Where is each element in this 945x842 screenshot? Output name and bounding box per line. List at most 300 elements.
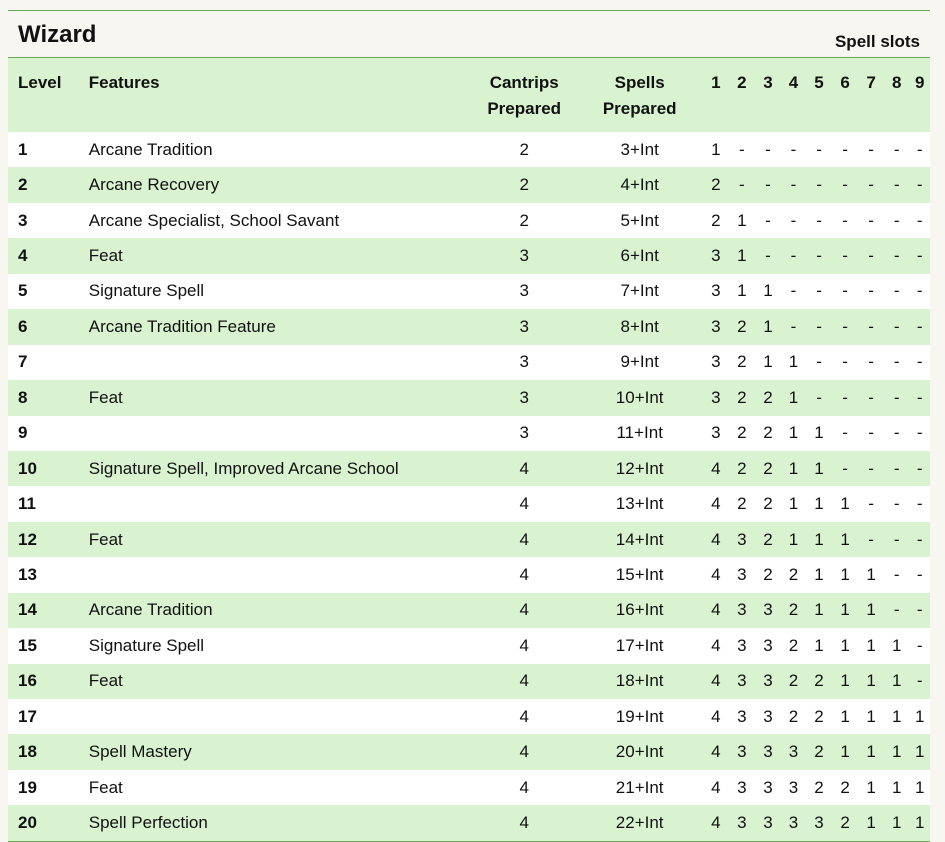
spell-slot-cell: - xyxy=(868,139,874,159)
spell-slot-cell: - xyxy=(790,175,797,195)
spell-slot-cell: - xyxy=(790,210,797,230)
spell-slot-cell: 3 xyxy=(763,706,773,726)
spell-slot-cell: 3 xyxy=(711,281,721,301)
spell-slot-cell: 1 xyxy=(814,564,824,584)
spell-slot-cell: 1 xyxy=(866,742,876,762)
spell-slot-cell: 1 xyxy=(840,635,850,655)
level-cell: 4 xyxy=(18,246,28,266)
level-cell: 1 xyxy=(18,139,28,159)
table-row xyxy=(8,274,930,309)
spell-slot-cell: 2 xyxy=(788,635,799,655)
features-cell: Arcane Tradition xyxy=(88,600,213,620)
cantrips-cell: 2 xyxy=(519,139,529,159)
slot-level-header: 4 xyxy=(788,73,799,92)
slot-level-header: 3 xyxy=(763,73,773,92)
spell-slot-cell: - xyxy=(790,139,797,159)
spell-slot-cell: 1 xyxy=(914,777,925,797)
spell-slot-cell: 2 xyxy=(814,706,824,726)
spells-prepared-cell: 19+Int xyxy=(615,706,664,726)
spell-slot-cell: - xyxy=(790,281,797,301)
spell-slot-cell: - xyxy=(816,175,822,195)
spell-slot-cell: - xyxy=(893,529,900,549)
level-cell: 15 xyxy=(18,635,37,655)
spells-prepared-cell: 5+Int xyxy=(620,210,659,230)
spell-slot-cell: - xyxy=(916,139,923,159)
spell-slot-cell: 3 xyxy=(763,671,773,691)
spell-slot-cell: - xyxy=(916,423,923,443)
cantrips-cell: 3 xyxy=(519,423,529,443)
level-cell: 10 xyxy=(18,458,37,478)
spell-slot-cell: 3 xyxy=(763,742,773,762)
spells-prepared-cell: 9+Int xyxy=(620,352,659,372)
spell-slot-cell: 2 xyxy=(737,423,747,443)
spell-slot-cell: 3 xyxy=(737,777,747,797)
table-row xyxy=(8,486,930,521)
spell-slot-cell: - xyxy=(816,281,822,301)
spells-prepared-cell: 11+Int xyxy=(616,423,663,443)
spell-slot-cell: 2 xyxy=(763,423,773,443)
spell-slot-cell: 1 xyxy=(788,387,799,407)
spell-slot-cell: 1 xyxy=(737,210,747,230)
spell-slot-cell: - xyxy=(893,210,900,230)
spell-slot-cell: 1 xyxy=(914,813,925,833)
spell-slot-cell: - xyxy=(816,352,822,372)
cantrips-cell: 4 xyxy=(519,529,529,549)
spell-slot-cell: - xyxy=(916,494,923,514)
spells-prepared-cell: 12+Int xyxy=(615,458,664,478)
cantrips-cell: 4 xyxy=(519,671,529,691)
spell-slot-cell: 4 xyxy=(711,777,721,797)
features-cell xyxy=(89,557,472,592)
level-cell: 8 xyxy=(18,387,28,407)
spell-slot-cell: - xyxy=(842,316,848,336)
level-cell: 7 xyxy=(18,352,28,372)
spell-slot-cell: - xyxy=(893,387,900,407)
spell-slot-cell: - xyxy=(739,139,745,159)
spell-slot-cell: 4 xyxy=(711,635,721,655)
spell-slot-cell: 1 xyxy=(711,139,721,159)
spell-slot-cell: - xyxy=(842,139,848,159)
spell-slot-cell: 1 xyxy=(763,352,773,372)
spells-prepared-cell: 17+Int xyxy=(615,635,664,655)
spell-slot-cell: - xyxy=(790,316,797,336)
spell-slot-cell: - xyxy=(868,281,874,301)
spell-slot-cell: 1 xyxy=(737,281,747,301)
level-cell: 6 xyxy=(18,316,28,336)
spell-slot-cell: 1 xyxy=(788,352,799,372)
spell-slot-cell: 1 xyxy=(763,281,773,301)
spell-slot-cell: 1 xyxy=(840,671,850,691)
spell-slot-cell: 4 xyxy=(711,564,721,584)
spell-slot-cell: 1 xyxy=(840,564,850,584)
spell-slot-cell: 4 xyxy=(711,494,721,514)
spells-header-line2: Prepared xyxy=(602,99,677,118)
spell-slot-cell: - xyxy=(868,458,874,478)
spell-slot-cell: 4 xyxy=(711,529,721,549)
spell-slot-cell: 2 xyxy=(763,387,773,407)
spell-slot-cell: - xyxy=(842,246,848,266)
spell-slot-cell: - xyxy=(893,564,900,584)
spell-slot-cell: 3 xyxy=(763,600,773,620)
spell-slot-cell: - xyxy=(739,175,745,195)
spell-slot-cell: - xyxy=(765,175,771,195)
spell-slot-cell: - xyxy=(893,316,900,336)
cantrips-cell: 3 xyxy=(519,387,529,407)
cantrips-header-line1: Cantrips xyxy=(489,73,559,92)
spell-slot-cell: 1 xyxy=(866,813,876,833)
spell-slot-cell: 3 xyxy=(814,813,824,833)
spell-slot-cell: 1 xyxy=(763,316,773,336)
spell-slot-cell: - xyxy=(868,352,874,372)
cantrips-cell: 4 xyxy=(519,458,529,478)
features-cell: Feat xyxy=(88,671,123,691)
cantrips-cell: 3 xyxy=(519,316,529,336)
spells-prepared-cell: 6+Int xyxy=(620,246,659,266)
spell-slot-cell: - xyxy=(916,246,923,266)
spell-slot-cell: - xyxy=(765,246,771,266)
spells-prepared-cell: 14+Int xyxy=(615,529,664,549)
table-body xyxy=(8,132,930,841)
spell-slot-cell: 1 xyxy=(891,706,902,726)
table-row xyxy=(8,805,930,840)
spell-slot-cell: - xyxy=(842,387,848,407)
spell-slot-cell: 1 xyxy=(814,600,824,620)
table-row xyxy=(8,557,930,592)
spells-prepared-cell: 18+Int xyxy=(615,671,664,691)
spell-slot-cell: 1 xyxy=(866,671,876,691)
cantrips-cell: 4 xyxy=(519,564,529,584)
spells-prepared-cell: 22+Int xyxy=(615,813,664,833)
spell-slot-cell: 2 xyxy=(840,813,850,833)
table-row xyxy=(8,593,930,628)
spells-prepared-cell: 10+Int xyxy=(615,387,664,407)
spell-slot-cell: 3 xyxy=(737,706,747,726)
cantrips-cell: 3 xyxy=(519,352,529,372)
spell-slot-cell: 3 xyxy=(711,316,721,336)
spell-slot-cell: 2 xyxy=(763,529,773,549)
spell-slot-cell: 3 xyxy=(711,387,721,407)
spell-slot-cell: - xyxy=(868,529,874,549)
spell-slot-cell: - xyxy=(916,529,923,549)
spell-slot-cell: 4 xyxy=(711,813,721,833)
level-header: Level xyxy=(18,73,62,92)
spell-slot-cell: - xyxy=(893,246,900,266)
slot-level-header: 9 xyxy=(914,73,925,92)
spell-slot-cell: 1 xyxy=(866,600,876,620)
features-cell xyxy=(89,345,472,380)
spell-slot-cell: 1 xyxy=(866,564,876,584)
spell-slot-cell: 3 xyxy=(737,564,747,584)
table-row xyxy=(8,345,930,380)
spell-slot-cell: - xyxy=(816,387,822,407)
cantrips-cell: 4 xyxy=(519,706,529,726)
spell-slots-label: Spell slots xyxy=(834,32,920,51)
spell-slot-cell: 2 xyxy=(788,564,799,584)
spell-slot-cell: 1 xyxy=(914,706,925,726)
features-cell: Arcane Recovery xyxy=(88,175,220,195)
spell-slot-cell: 1 xyxy=(840,529,850,549)
spell-slot-cell: 2 xyxy=(788,706,799,726)
wizard-class-table xyxy=(8,10,930,842)
slot-level-header: 8 xyxy=(891,73,902,92)
spell-slot-cell: - xyxy=(893,281,900,301)
cantrips-cell: 2 xyxy=(519,175,529,195)
level-cell: 11 xyxy=(18,494,36,514)
level-cell: 19 xyxy=(18,777,37,797)
header-row xyxy=(8,58,930,132)
spell-slot-cell: 1 xyxy=(866,777,876,797)
table-row xyxy=(8,309,930,344)
table-row xyxy=(8,380,930,415)
spell-slot-cell: - xyxy=(916,210,923,230)
spell-slot-cell: - xyxy=(868,246,874,266)
table-row xyxy=(8,734,930,769)
spell-slot-cell: 3 xyxy=(737,529,747,549)
spell-slot-cell: 2 xyxy=(763,564,773,584)
spell-slot-cell: 2 xyxy=(737,387,747,407)
cantrips-cell: 4 xyxy=(519,777,529,797)
cantrips-header xyxy=(472,58,576,132)
features-cell: Signature Spell, Improved Arcane School xyxy=(88,458,399,478)
level-cell: 5 xyxy=(18,281,28,301)
features-cell: Signature Spell xyxy=(88,635,205,655)
slot-level-header: 7 xyxy=(866,73,876,92)
spell-slot-cell: 2 xyxy=(814,671,824,691)
spell-slot-cell: 4 xyxy=(711,742,721,762)
spells-prepared-cell: 20+Int xyxy=(615,742,664,762)
spell-slot-cell: 2 xyxy=(737,458,747,478)
spell-slot-cell: 1 xyxy=(814,635,824,655)
spell-slot-cell: - xyxy=(842,281,848,301)
spell-slot-cell: 1 xyxy=(891,671,902,691)
table-row xyxy=(8,416,930,451)
spell-slot-cell: - xyxy=(842,458,848,478)
spell-slot-cell: - xyxy=(893,423,900,443)
spell-slot-cell: 1 xyxy=(814,494,824,514)
spell-slot-cell: - xyxy=(790,246,797,266)
features-cell: Spell Mastery xyxy=(88,742,192,762)
slot-level-header: 2 xyxy=(737,73,747,92)
slot-level-header: 5 xyxy=(814,73,824,92)
spell-slot-cell: - xyxy=(916,600,923,620)
spell-slot-cell: 3 xyxy=(788,742,799,762)
table-row xyxy=(8,167,930,202)
spell-slot-cell: - xyxy=(842,175,848,195)
features-cell: Feat xyxy=(88,777,123,797)
spell-slot-cell: 2 xyxy=(763,494,773,514)
features-cell: Arcane Tradition xyxy=(88,139,213,159)
slot-level-header: 6 xyxy=(840,73,850,92)
cantrips-cell: 3 xyxy=(519,281,529,301)
slot-level-header: 1 xyxy=(711,73,721,92)
spell-slot-cell: - xyxy=(765,139,771,159)
title-bar xyxy=(8,11,930,58)
spells-prepared-cell: 8+Int xyxy=(620,316,659,336)
features-cell: Feat xyxy=(88,387,123,407)
level-cell: 14 xyxy=(18,600,37,620)
spells-prepared-cell: 13+Int xyxy=(615,494,664,514)
spell-slot-cell: - xyxy=(816,210,822,230)
spells-prepared-cell: 21+Int xyxy=(615,777,664,797)
spell-slot-cell: 3 xyxy=(788,777,799,797)
spell-slot-cell: 3 xyxy=(711,246,721,266)
spell-slot-cell: 1 xyxy=(814,423,824,443)
level-cell: 17 xyxy=(18,706,37,726)
level-cell: 20 xyxy=(18,813,37,833)
spell-slot-cell: 1 xyxy=(866,706,876,726)
spell-slot-cell: 1 xyxy=(840,494,850,514)
spell-slot-cell: - xyxy=(916,316,923,336)
features-cell xyxy=(89,416,472,451)
spell-slot-cell: 1 xyxy=(891,635,902,655)
spells-header-line1: Spells xyxy=(614,73,665,92)
spell-slot-cell: 4 xyxy=(711,706,721,726)
level-cell: 18 xyxy=(18,742,37,762)
spell-slot-cell: 1 xyxy=(891,777,902,797)
spell-slot-cell: 3 xyxy=(788,813,799,833)
table-row xyxy=(8,238,930,273)
spell-slot-cell: - xyxy=(868,387,874,407)
spell-slot-cell: 2 xyxy=(711,175,721,195)
cantrips-cell: 4 xyxy=(519,494,529,514)
cantrips-cell: 2 xyxy=(519,210,529,230)
spell-slot-cell: 2 xyxy=(763,458,773,478)
spell-slot-cell: - xyxy=(916,175,923,195)
spell-slot-cell: 2 xyxy=(788,600,799,620)
spell-slot-cell: - xyxy=(893,352,900,372)
level-cell: 2 xyxy=(18,175,28,195)
spell-slot-cell: - xyxy=(916,281,923,301)
spell-slot-cell: 1 xyxy=(788,494,799,514)
spell-slot-cell: 2 xyxy=(737,316,747,336)
spell-slot-cell: 1 xyxy=(737,246,747,266)
features-header: Features xyxy=(88,73,160,92)
spell-slot-cell: 4 xyxy=(711,458,721,478)
spells-prepared-cell: 7+Int xyxy=(620,281,659,301)
spell-slot-cell: - xyxy=(868,175,874,195)
features-cell: Feat xyxy=(88,246,123,266)
spell-slot-cell: 1 xyxy=(840,706,850,726)
spell-slot-cell: - xyxy=(842,423,848,443)
spell-slot-cell: - xyxy=(916,352,923,372)
spell-slot-cell: 3 xyxy=(711,423,721,443)
features-cell: Feat xyxy=(88,529,123,549)
spell-slot-cell: - xyxy=(893,458,900,478)
spell-slot-cell: 1 xyxy=(840,600,850,620)
spell-slot-cell: 2 xyxy=(711,210,721,230)
spell-slot-cell: 1 xyxy=(814,458,824,478)
spell-slot-cell: 3 xyxy=(711,352,721,372)
table-row xyxy=(8,522,930,557)
spell-slot-cell: 3 xyxy=(737,600,747,620)
table-title: Wizard xyxy=(18,21,97,48)
spell-slot-cell: - xyxy=(842,352,848,372)
spell-slot-cell: 1 xyxy=(814,529,824,549)
cantrips-cell: 4 xyxy=(519,635,529,655)
spell-slot-cell: 3 xyxy=(737,813,747,833)
spell-slot-cell: - xyxy=(816,139,822,159)
level-cell: 3 xyxy=(18,210,28,230)
spell-slot-cell: - xyxy=(765,210,771,230)
spell-slot-cell: - xyxy=(842,210,848,230)
spell-slot-cell: - xyxy=(916,671,923,691)
spell-slot-cell: - xyxy=(816,316,822,336)
spell-slot-cell: 3 xyxy=(737,635,747,655)
spell-slot-cell: - xyxy=(893,139,900,159)
spell-slot-cell: 1 xyxy=(788,458,799,478)
level-cell: 16 xyxy=(18,671,37,691)
features-cell: Arcane Tradition Feature xyxy=(88,316,276,336)
spell-slot-cell: 1 xyxy=(788,529,799,549)
spells-prepared-cell: 3+Int xyxy=(620,139,659,159)
spell-slot-cell: 3 xyxy=(737,742,747,762)
features-cell: Signature Spell xyxy=(88,281,205,301)
table-row xyxy=(8,451,930,486)
spell-slot-cell: 1 xyxy=(914,742,925,762)
table-row xyxy=(8,664,930,699)
spell-slot-cell: 1 xyxy=(891,742,902,762)
spell-slot-cell: 2 xyxy=(840,777,850,797)
features-cell: Arcane Specialist, School Savant xyxy=(88,210,340,230)
spell-slot-cell: - xyxy=(916,635,923,655)
cantrips-cell: 4 xyxy=(519,600,529,620)
spell-slot-cell: 1 xyxy=(891,813,902,833)
spells-prepared-cell: 4+Int xyxy=(620,175,659,195)
features-cell xyxy=(89,486,472,521)
spell-slot-cell: 2 xyxy=(737,494,747,514)
spell-slot-cell: 3 xyxy=(763,635,773,655)
cantrips-cell: 3 xyxy=(519,246,529,266)
table-row xyxy=(8,203,930,238)
spell-slot-cell: 3 xyxy=(763,813,773,833)
table-row xyxy=(8,628,930,663)
cantrips-cell: 4 xyxy=(519,813,529,833)
spell-slot-cell: - xyxy=(916,458,923,478)
spell-slot-cell: - xyxy=(868,316,874,336)
progression-table xyxy=(8,58,930,841)
spell-slot-cell: 2 xyxy=(814,742,824,762)
table-row xyxy=(8,699,930,734)
spell-slot-cell: 1 xyxy=(788,423,799,443)
spell-slot-cell: - xyxy=(893,494,900,514)
spell-slot-cell: 2 xyxy=(737,352,747,372)
spell-slot-cell: - xyxy=(816,246,822,266)
level-cell: 13 xyxy=(18,564,37,584)
spell-slot-cell: 1 xyxy=(840,742,850,762)
level-cell: 12 xyxy=(18,529,37,549)
spell-slot-cell: - xyxy=(916,564,923,584)
table-row xyxy=(8,770,930,805)
cantrips-header-line2: Prepared xyxy=(487,99,562,118)
spell-slot-cell: 2 xyxy=(788,671,799,691)
features-cell: Spell Perfection xyxy=(88,813,208,833)
spell-slot-cell: - xyxy=(868,210,874,230)
spell-slot-cell: 1 xyxy=(866,635,876,655)
spell-slot-cell: - xyxy=(916,387,923,407)
spell-slot-cell: 3 xyxy=(763,777,773,797)
spells-prepared-cell: 15+Int xyxy=(615,564,664,584)
spell-slot-cell: 3 xyxy=(737,671,747,691)
table-row xyxy=(8,132,930,167)
spell-slot-cell: 2 xyxy=(814,777,824,797)
level-cell: 9 xyxy=(18,423,28,443)
features-cell xyxy=(89,699,472,734)
spells-prepared-cell: 16+Int xyxy=(615,600,664,620)
cantrips-cell: 4 xyxy=(519,742,529,762)
spells-header xyxy=(576,58,703,132)
spell-slot-cell: - xyxy=(868,494,874,514)
spell-slot-cell: - xyxy=(893,600,900,620)
